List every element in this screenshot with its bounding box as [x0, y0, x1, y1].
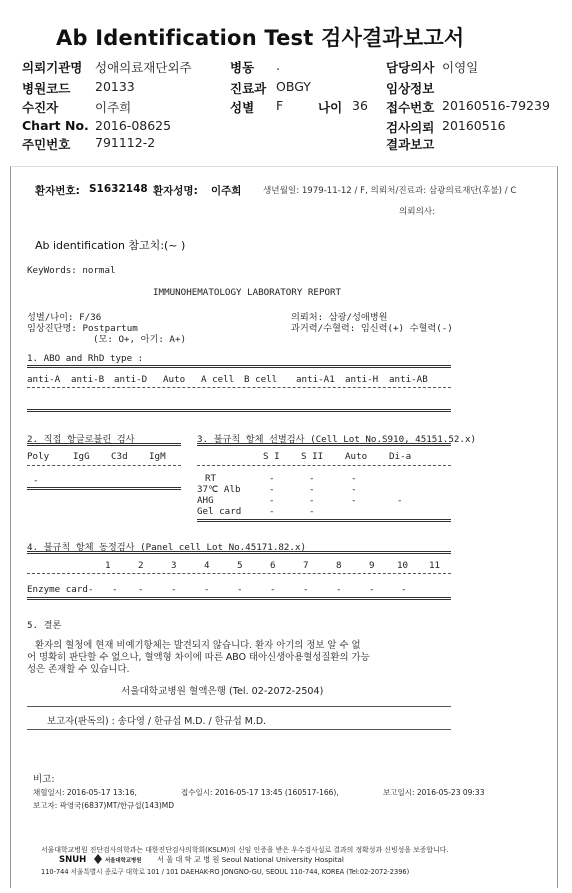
snuh-logo-subtitle: 서울대학교병원	[105, 858, 142, 864]
screen-col-dia: Di-a	[389, 451, 412, 462]
screen-row-alb-auto: -	[351, 484, 357, 495]
screen-row-ahg-s1: -	[269, 495, 275, 506]
dat-value: -	[33, 475, 39, 486]
screen-row-gel-s2: -	[309, 506, 315, 517]
footer-hospital-name: 서 울 대 학 교 병 원 Seoul National University Hospital	[157, 855, 344, 864]
panel-val-4: -	[171, 584, 177, 595]
abo-col-auto: Auto	[163, 374, 186, 385]
panel-val-5: -	[204, 584, 210, 595]
section2-rule-top	[27, 443, 181, 446]
resident-no-value: 791112-2	[95, 135, 156, 150]
doctor-value: 이영일	[442, 60, 479, 75]
ward-value: .	[276, 58, 280, 73]
screen-col-s1: S I	[263, 451, 280, 462]
section3-rule-top	[197, 443, 451, 446]
screen-row-rt-s2: -	[309, 473, 315, 484]
footer-address: 110-744 서울특별시 종로구 대학로 101 / 101 DAEHAK-RO JONGNO-GU, SEOUL 110-744, KOREA (Tel:02-2072-2396)	[41, 868, 410, 876]
section4-rule-mid	[27, 573, 451, 574]
section3-title: 3. 불규칙 항체 선별검사 (Cell Lot No.S910, 45151.52.x)	[197, 434, 477, 445]
screen-row-rt-s1: -	[269, 473, 275, 484]
request-date-value: 20160516	[442, 118, 506, 133]
section2-rule-bottom	[27, 487, 181, 490]
panel-col-5: 5	[237, 560, 243, 571]
request-date-label: 검사의뢰	[386, 120, 435, 135]
screen-row-alb-s1: -	[269, 484, 275, 495]
screen-row-alb-label: 37℃ Alb	[197, 484, 241, 495]
section4-rule-bottom	[27, 597, 451, 600]
snuh-logo-icon	[93, 853, 103, 865]
panel-col-11: 11	[429, 560, 441, 571]
abo-col-anti-b: anti-B	[71, 374, 105, 385]
panel-col-2: 2	[138, 560, 144, 571]
panel-col-9: 9	[369, 560, 375, 571]
receipt-no-label: 접수번호	[386, 100, 435, 115]
section1-title: 1. ABO and RhD type :	[27, 353, 144, 364]
bloodbank-info: 서울대학교병원 혈액은행 (Tel. 02-2072-2504)	[121, 686, 324, 697]
diagnosis: 임상진단명: Postpartum	[27, 323, 138, 334]
conclusion-line-2: 어 명확히 판단할 수 없으나, 혈액형 차이에 따른 ABO 태아신생아용혈성질환의 가능	[27, 652, 370, 663]
panel-col-1: 1	[105, 560, 111, 571]
collect-time: 채혈일시: 2016-05-17 13:16,	[33, 788, 137, 797]
section2-rule-mid	[27, 465, 181, 466]
dat-col-poly: Poly	[27, 451, 50, 462]
panel-val-9: -	[336, 584, 342, 595]
mother-baby: (모: O+, 아기: A+)	[93, 334, 187, 345]
screen-row-ahg-auto: -	[351, 495, 357, 506]
receipt-no-value: 20160516-79239	[442, 98, 550, 113]
reporter-line: 보고자(판독의) : 송다영 / 한규섭 M.D. / 한규섭 M.D.	[47, 716, 267, 727]
report-time: 보고일시: 2016-05-23 09:33	[383, 788, 485, 797]
keywords: KeyWords: normal	[27, 265, 116, 276]
ward-label: 병동	[230, 60, 255, 75]
panel-row-label: Enzyme card	[27, 584, 88, 595]
clinical-info-label: 임상정보	[386, 81, 435, 96]
section2-title: 2. 직접 항글로불린 검사	[27, 434, 135, 445]
department-value: OBGY	[276, 79, 311, 94]
panel-col-7: 7	[303, 560, 309, 571]
panel-val-6: -	[237, 584, 243, 595]
section4-title: 4. 불규칙 항체 동정검사 (Panel cell Lot No.45171.82.x)	[27, 542, 307, 553]
abo-col-anti-ab: anti-AB	[389, 374, 428, 385]
reporter-rule-top	[27, 706, 451, 707]
history: 과거력/수혈력: 임신력(+) 수혈력(-)	[291, 323, 453, 334]
panel-val-8: -	[303, 584, 309, 595]
dat-col-igm: IgM	[149, 451, 166, 462]
dat-col-igg: IgG	[73, 451, 90, 462]
doctor-label: 담당의사	[386, 60, 435, 75]
patient-value: 이주희	[95, 100, 132, 115]
screen-col-s2: S II	[301, 451, 324, 462]
snuh-logo-text: SNUH	[59, 855, 87, 865]
footer-certification: 서울대학교병원 진단검사의학과는 대한진단검사의학회(KSLM)의 신임 인증을 받은 우수검사실로 결과의 정확성과 신빙성을 보증합니다.	[41, 846, 449, 854]
screen-row-ahg-s2: -	[309, 495, 315, 506]
patient-label: 수진자	[22, 100, 59, 115]
panel-col-8: 8	[336, 560, 342, 571]
screen-row-gel-label: Gel card	[197, 506, 242, 517]
section3-rule-bottom	[197, 519, 451, 522]
chart-no-label: Chart No.	[22, 118, 89, 133]
patient-name-label: 환자성명:	[153, 185, 198, 197]
section5-title: 5. 결론	[27, 620, 62, 631]
institution-value: 성애의료재단외주	[95, 60, 192, 75]
section1-rule-bottom	[27, 409, 451, 412]
sex-value: F	[276, 98, 284, 113]
report-title: Ab Identification Test 검사결과보고서	[56, 26, 465, 50]
panel-col-4: 4	[204, 560, 210, 571]
patient-no-value: S1632148	[89, 183, 148, 195]
abo-col-a-cell: A cell	[201, 374, 235, 385]
patient-name-value: 이주희	[211, 185, 242, 197]
screen-row-gel-s1: -	[269, 506, 275, 517]
result-report-label: 결과보고	[386, 137, 435, 152]
section4-rule-top	[27, 551, 451, 554]
section1-rule-top	[27, 365, 451, 368]
panel-val-10: -	[369, 584, 375, 595]
screen-row-ahg-label: AHG	[197, 495, 214, 506]
abo-col-anti-a1: anti-A1	[296, 374, 335, 385]
section3-rule-mid	[197, 465, 451, 466]
ref-title: Ab identification 참고치:(~ )	[35, 239, 186, 252]
panel-val-2: -	[112, 584, 118, 595]
panel-val-1: -	[88, 584, 94, 595]
reporter-rule-bottom	[27, 729, 451, 730]
requester-label: 의뢰의사:	[399, 207, 436, 217]
screen-col-auto: Auto	[345, 451, 368, 462]
patient-no-label: 환자번호:	[35, 185, 80, 197]
institution-label: 의뢰기관명	[22, 60, 83, 75]
screen-row-alb-s2: -	[309, 484, 315, 495]
hospital-code-label: 병원코드	[22, 81, 71, 96]
referrer: 의뢰처: 삼광/성애병원	[291, 312, 388, 323]
panel-col-3: 3	[171, 560, 177, 571]
abo-col-anti-d: anti-D	[114, 374, 148, 385]
receive-time: 접수일시: 2016-05-17 13:45 (160517-166),	[181, 788, 339, 797]
panel-val-7: -	[270, 584, 276, 595]
lab-title: IMMUNOHEMATOLOGY LABORATORY REPORT	[153, 287, 342, 298]
section1-rule-mid	[27, 387, 451, 388]
panel-val-3: -	[138, 584, 144, 595]
reporters: 보고자: 곽영국(6837)MT/한규섭(143)MD	[33, 801, 175, 810]
dat-col-c3d: C3d	[111, 451, 128, 462]
screen-row-ahg-dia: -	[397, 495, 403, 506]
age-value: 36	[352, 98, 368, 113]
patient-line-rest: 생년월일: 1979-11-12 / F, 의뢰처/진료과: 삼광의료재단(후불) / C	[263, 186, 517, 196]
chart-no-value: 2016-08625	[95, 118, 172, 133]
resident-no-label: 주민번호	[22, 137, 71, 152]
conclusion-line-1: 환자의 혈청에 현재 비예기항체는 발견되지 않습니다. 환자 아기의 정보 알 수 없	[35, 640, 361, 651]
report-sheet	[10, 166, 558, 888]
screen-row-rt-label: RT	[205, 473, 217, 484]
panel-col-10: 10	[397, 560, 409, 571]
panel-col-6: 6	[270, 560, 276, 571]
screen-row-rt-auto: -	[351, 473, 357, 484]
hospital-code-value: 20133	[95, 79, 135, 94]
panel-val-11: -	[401, 584, 407, 595]
abo-col-anti-h: anti-H	[345, 374, 379, 385]
age-label: 나이	[318, 100, 343, 115]
abo-col-anti-a: anti-A	[27, 374, 61, 385]
sex-label: 성별	[230, 100, 255, 115]
conclusion-line-3: 성은 존재할 수 있습니다.	[27, 664, 130, 675]
department-label: 진료과	[230, 81, 267, 96]
remark-label: 비고:	[33, 774, 55, 785]
sex-age: 성별/나이: F/36	[27, 312, 102, 323]
abo-col-b-cell: B cell	[244, 374, 278, 385]
